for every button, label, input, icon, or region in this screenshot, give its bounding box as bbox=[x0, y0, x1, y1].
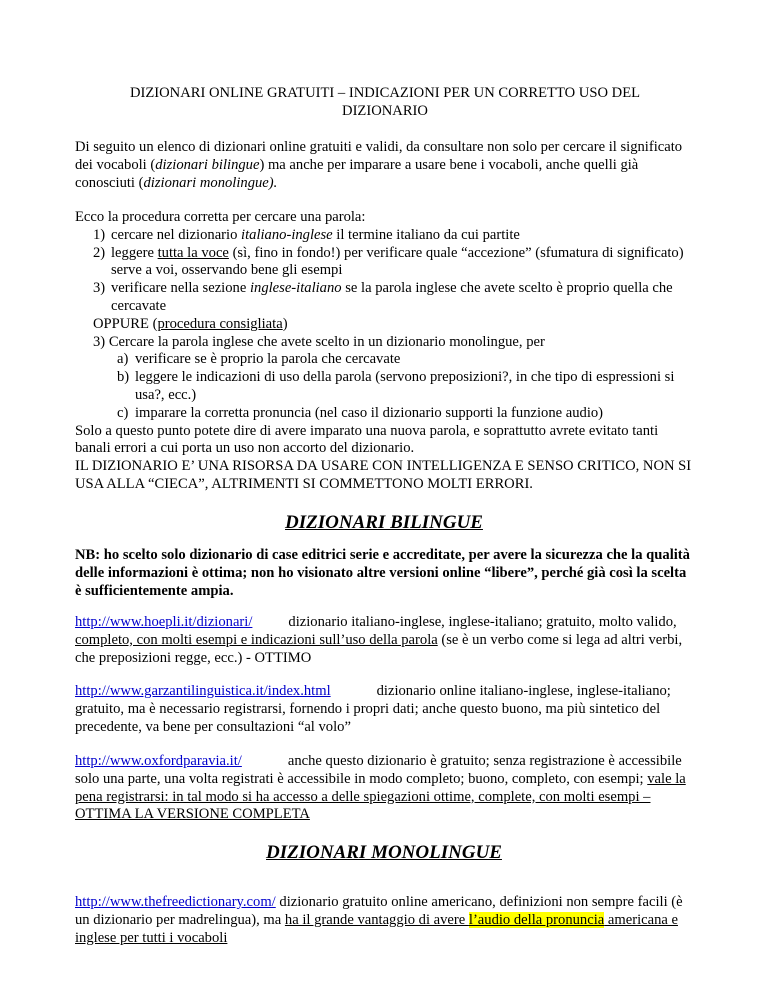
intro-em-bilingue: dizionari bilingue bbox=[155, 156, 260, 173]
step-text: verificare nella sezione bbox=[111, 280, 250, 297]
substep-b bbox=[75, 369, 695, 405]
step-text: leggere bbox=[111, 244, 158, 261]
substep-a bbox=[75, 351, 695, 369]
step-3-alt bbox=[75, 334, 695, 352]
entry-text: dizionario gratuito online americano, definizioni non sempre facili (è un dizionario per madrelingua), ma bbox=[75, 894, 683, 928]
step-text: il termine italiano da cui partite bbox=[332, 226, 520, 243]
oppure-underline: procedura consigliata bbox=[157, 315, 283, 332]
step-number: 3) bbox=[93, 280, 106, 297]
step-text: cercare nel dizionario bbox=[111, 226, 242, 243]
step-text: se la parola inglese che avete scelto è proprio quella che cercavate bbox=[111, 280, 673, 314]
substep-text: verificare se è proprio la parola che cercavate bbox=[135, 351, 401, 368]
entry-underline: americana e inglese per tutti i vocaboli bbox=[75, 911, 678, 946]
substep-letter: c) bbox=[117, 404, 129, 421]
substep-letter: a) bbox=[117, 351, 129, 368]
step-em: italiano-inglese bbox=[241, 226, 333, 243]
intro-text-1: Di seguito un elenco di dizionari online gratuiti e validi, da consultare non solo per cercare il significato dei vocaboli ( bbox=[75, 139, 683, 173]
header-line-2: DIZIONARIO bbox=[342, 102, 428, 119]
step-number: 3) bbox=[93, 333, 106, 350]
hoepli-link[interactable]: http://www.hoepli.it/dizionari/ bbox=[75, 614, 253, 630]
step-number: 1) bbox=[93, 226, 106, 243]
procedure-lead: Ecco la procedura corretta per cercare una parola: bbox=[75, 209, 366, 225]
outro-paragraph: Solo a questo punto potete dire di avere imparato una nuova parola, e soprattutto avrete evitato tanti banali errori a cui porta un uso non accorto del dizionario. bbox=[75, 422, 659, 457]
substep-text: imparare la corretta pronuncia (nel caso il dizionario supporti la funzione audio) bbox=[135, 404, 604, 421]
document-header bbox=[75, 85, 695, 121]
oxford-link[interactable]: http://www.oxfordparavia.it/ bbox=[75, 753, 242, 769]
oppure-text: OPPURE ( bbox=[93, 315, 158, 332]
step-2 bbox=[75, 245, 695, 281]
bilingue-entry-oxford bbox=[75, 753, 695, 824]
procedure-section bbox=[75, 209, 695, 494]
oppure-text: ) bbox=[282, 315, 288, 332]
section-title-bilingue: DIZIONARI BILINGUE bbox=[285, 512, 483, 533]
substep-text: leggere le indicazioni di uso della parola (servono preposizioni?, in che tipo di espressioni si usa?, ecc.) bbox=[135, 369, 675, 403]
intro-text-2: ) ma anche per imparare a usare bene i vocaboli, anche quelli già conosciuti ( bbox=[75, 156, 639, 191]
substep-letter: b) bbox=[117, 369, 130, 386]
entry-text: dizionario italiano-inglese, inglese-italiano; gratuito, molto valido, bbox=[288, 614, 677, 630]
entry-underline: vale la pena registrarsi: in tal modo si ha accesso a delle spiegazioni ottime, complete, con molti esempi – OTTIMA LA VERSIONE COMPLETA bbox=[75, 770, 686, 823]
step-text: Cercare la parola inglese che avete scelto in un dizionario monolingue, per bbox=[108, 333, 545, 350]
step-text: (sì, fino in fondo!) per verificare quale “accezione” (sfumatura di significato) serve a voi, osservando bene gli esempi bbox=[111, 244, 684, 279]
section-title-monolingue: DIZIONARI MONOLINGUE bbox=[266, 842, 502, 863]
intro-paragraph bbox=[75, 139, 695, 192]
step-number: 2) bbox=[93, 244, 106, 261]
entry-text: anche questo dizionario è gratuito; senza registrazione è accessibile solo una parte, una volta registrati è accessibile in modo completo; buono, completo, con esempi; bbox=[75, 753, 682, 787]
bilingue-entry-garzanti bbox=[75, 683, 695, 736]
nb-note: NB: ho scelto solo dizionario di case editrici serie e accreditate, per avere la sicurezza che la qualità delle informazioni è ottima; non ho visionato altre versioni online “libere”, perché già così la scelta è sufficientemente ampia. bbox=[75, 547, 690, 599]
substep-c bbox=[75, 405, 695, 423]
entry-text: dizionario online italiano-inglese, inglese-italiano; gratuito, ma è necessario registrarsi, fornendo i propri dati; anche questo buono, ma più sintetico del precedente, va bene per consultazioni “al volo” bbox=[75, 683, 671, 735]
step-1 bbox=[75, 227, 695, 245]
step-3 bbox=[75, 280, 695, 316]
monolingue-entry-freedictionary bbox=[75, 894, 695, 947]
outro-warning: IL DIZIONARIO E’ UNA RISORSA DA USARE CON INTELLIGENZA E SENSO CRITICO, NON SI USA ALLA “CIECA”, ALTRIMENTI SI COMMETTONO MOLTI ERRORI. bbox=[75, 458, 692, 492]
entry-text: (se è un verbo come si lega ad altri verbi, che preposizioni regge, ecc.) - OTTIMO bbox=[75, 631, 683, 666]
entry-underline: ha il grande vantaggio di avere bbox=[284, 911, 469, 928]
bilingue-nb bbox=[75, 547, 695, 600]
header-line-1: DIZIONARI ONLINE GRATUITI – INDICAZIONI PER UN CORRETTO USO DEL bbox=[129, 85, 641, 101]
bilingue-entry-hoepli bbox=[75, 614, 695, 667]
oppure-line bbox=[75, 316, 695, 334]
entry-underline: completo, con molti esempi e indicazioni sull’uso della parola bbox=[75, 631, 438, 648]
freedictionary-link[interactable]: http://www.thefreedictionary.com/ bbox=[75, 894, 276, 910]
step-underline: tutta la voce bbox=[157, 244, 229, 261]
highlighted-text: l’audio della pronuncia bbox=[468, 911, 605, 928]
step-em: inglese-italiano bbox=[249, 280, 342, 297]
intro-em-monolingue: dizionari monolingue). bbox=[143, 174, 278, 191]
garzanti-link[interactable]: http://www.garzantilinguistica.it/index.html bbox=[75, 683, 331, 699]
